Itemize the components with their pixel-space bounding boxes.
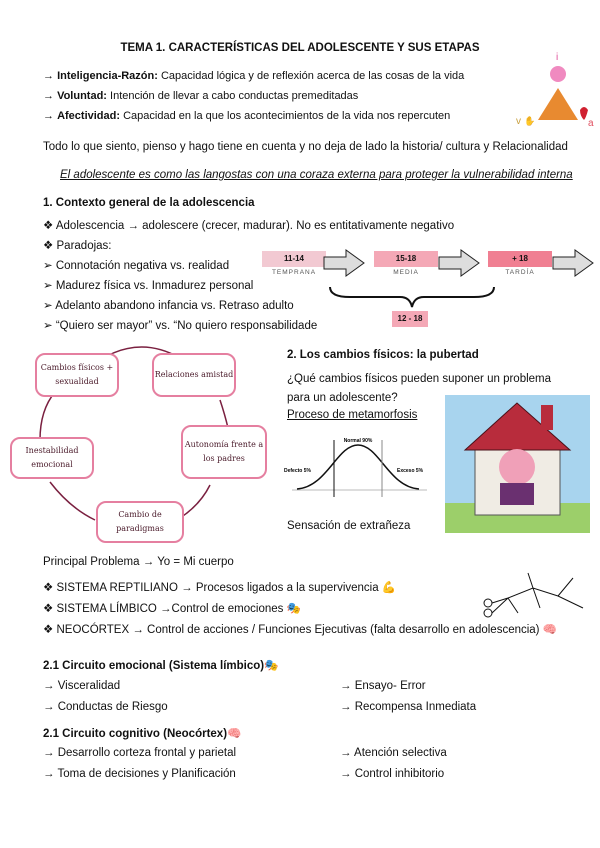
- intro-text: Todo lo que siento, pienso y hago tiene en cuenta y no deja de lado la historia/ cultura y Relacionalidad: [43, 141, 568, 153]
- triangle-illustration: [508, 50, 598, 130]
- system-item: ❖ NEOCÓRTEX → Control de acciones / Funciones Ejecutivas (falta desarrollo en adolescencia) 🧠: [43, 624, 558, 636]
- list-item: ➢ Madurez física vs. Inmadurez personal: [43, 280, 254, 292]
- list-item: ➢ Connotación negativa vs. realidad: [43, 260, 230, 272]
- circuit1-heading: 2.1 Circuito emocional (Sistema límbico)🎭: [43, 660, 279, 672]
- bell-label-normal: Normal 90%: [343, 438, 373, 444]
- bell-label-defect: Defecto 5%: [284, 468, 311, 474]
- circuit1-item: → Recompensa Inmediata: [340, 701, 477, 713]
- section1-heading: 1. Contexto general de la adolescencia: [43, 197, 255, 209]
- arrow-glyph: →: [43, 70, 54, 82]
- system-item: ❖ SISTEMA REPTILIANO → Procesos ligados a la supervivencia 💪: [43, 582, 397, 594]
- stage-name: TARDÍA: [505, 269, 535, 276]
- neurons-scissors-illustration: [478, 568, 588, 618]
- heart-icon: [580, 107, 588, 120]
- triangle-letter-i: i: [556, 52, 559, 63]
- triangle-shape: [538, 88, 578, 120]
- def-will: [43, 90, 358, 102]
- cycle-step: Cambio de paradigmas: [96, 501, 184, 543]
- page-title: TEMA 1. CARACTERÍSTICAS DEL ADOLESCENTE Y SUS ETAPAS: [120, 42, 480, 54]
- bell-curve-chart: [282, 435, 432, 505]
- stage-name: TEMPRANA: [271, 269, 317, 276]
- circuit2-heading: 2.1 Circuito cognitivo (Neocórtex)🧠: [43, 728, 242, 740]
- stage-name: MEDIA: [393, 269, 419, 276]
- def-text: Capacidad lógica y de reflexión acerca de las cosas de la vida: [157, 70, 465, 82]
- house-illustration: [445, 395, 590, 533]
- cycle-step: Cambios físicos + sexualidad: [35, 353, 119, 397]
- system-item: ❖ SISTEMA LÍMBICO →Control de emociones 🎭: [43, 603, 301, 615]
- stage-range: 11-14: [262, 251, 326, 267]
- circuit1-item: → Ensayo- Error: [340, 680, 426, 692]
- stage-range: + 18: [488, 251, 552, 267]
- section2-subheading: Proceso de metamorfosis: [287, 409, 418, 421]
- list-item: ❖ Paradojas:: [43, 240, 112, 252]
- list-item: ➢ “Quiero ser mayor” vs. “No quiero responsabilidade: [43, 320, 318, 332]
- brace-icon: [328, 285, 498, 309]
- brace-label: 12 - 18: [392, 311, 428, 327]
- circuit2-item: → Atención selectiva: [340, 747, 447, 759]
- list-item: ❖ Adolescencia → adolescere (crecer, madurar). No es entitativamente negativo: [43, 220, 455, 232]
- main-problem: Principal Problema → Yo = Mi cuerpo: [43, 556, 234, 568]
- circuit1-item: → Visceralidad: [43, 680, 121, 692]
- section2-heading: 2. Los cambios físicos: la pubertad: [287, 349, 479, 361]
- arrow-glyph: →: [43, 110, 54, 122]
- stage-range: 15-18: [374, 251, 438, 267]
- quote: El adolescente es como las langostas con una coraza externa para proteger la vulnerabilidad interna: [60, 169, 573, 181]
- arrow-icon: [322, 248, 366, 278]
- list-item: ➢ Adelanto abandono infancia vs. Retraso adulto: [43, 300, 294, 312]
- cycle-step: Relaciones amistad: [152, 353, 236, 397]
- triangle-letter-a: a: [588, 118, 594, 129]
- def-affectivity: [43, 110, 450, 122]
- arrow-glyph: →: [43, 90, 54, 102]
- circuit2-item: → Toma de decisiones y Planificación: [43, 768, 236, 780]
- bell-label-excess: Exceso 5%: [397, 468, 424, 474]
- circuit2-item: → Desarrollo corteza frontal y parietal: [43, 747, 237, 759]
- arrow-icon: [437, 248, 481, 278]
- bell-curve: [297, 445, 419, 489]
- def-text: Intención de llevar a cabo conductas premeditadas: [106, 90, 359, 102]
- circuit1-item: → Conductas de Riesgo: [43, 701, 168, 713]
- def-term: Voluntad:: [57, 90, 107, 102]
- section2-question: ¿Qué cambios físicos pueden suponer un problema para un adolescente?: [287, 373, 552, 404]
- cycle-step: Autonomía frente a los padres: [181, 425, 267, 479]
- brain-icon: [550, 66, 566, 82]
- def-intelligence: [43, 70, 464, 82]
- arrow-icon: [551, 248, 595, 278]
- cycle-step: Inestabilidad emocional: [10, 437, 94, 479]
- def-text: Capacidad en la que los acontecimientos de la vida nos repercuten: [120, 110, 451, 122]
- triangle-letter-v: v: [516, 116, 521, 127]
- hand-icon: ✋: [524, 116, 536, 126]
- caption: Sensación de extrañeza: [287, 520, 411, 532]
- circuit2-item: → Control inhibitorio: [340, 768, 445, 780]
- def-term: Inteligencia-Razón:: [57, 70, 158, 82]
- def-term: Afectividad:: [57, 110, 121, 122]
